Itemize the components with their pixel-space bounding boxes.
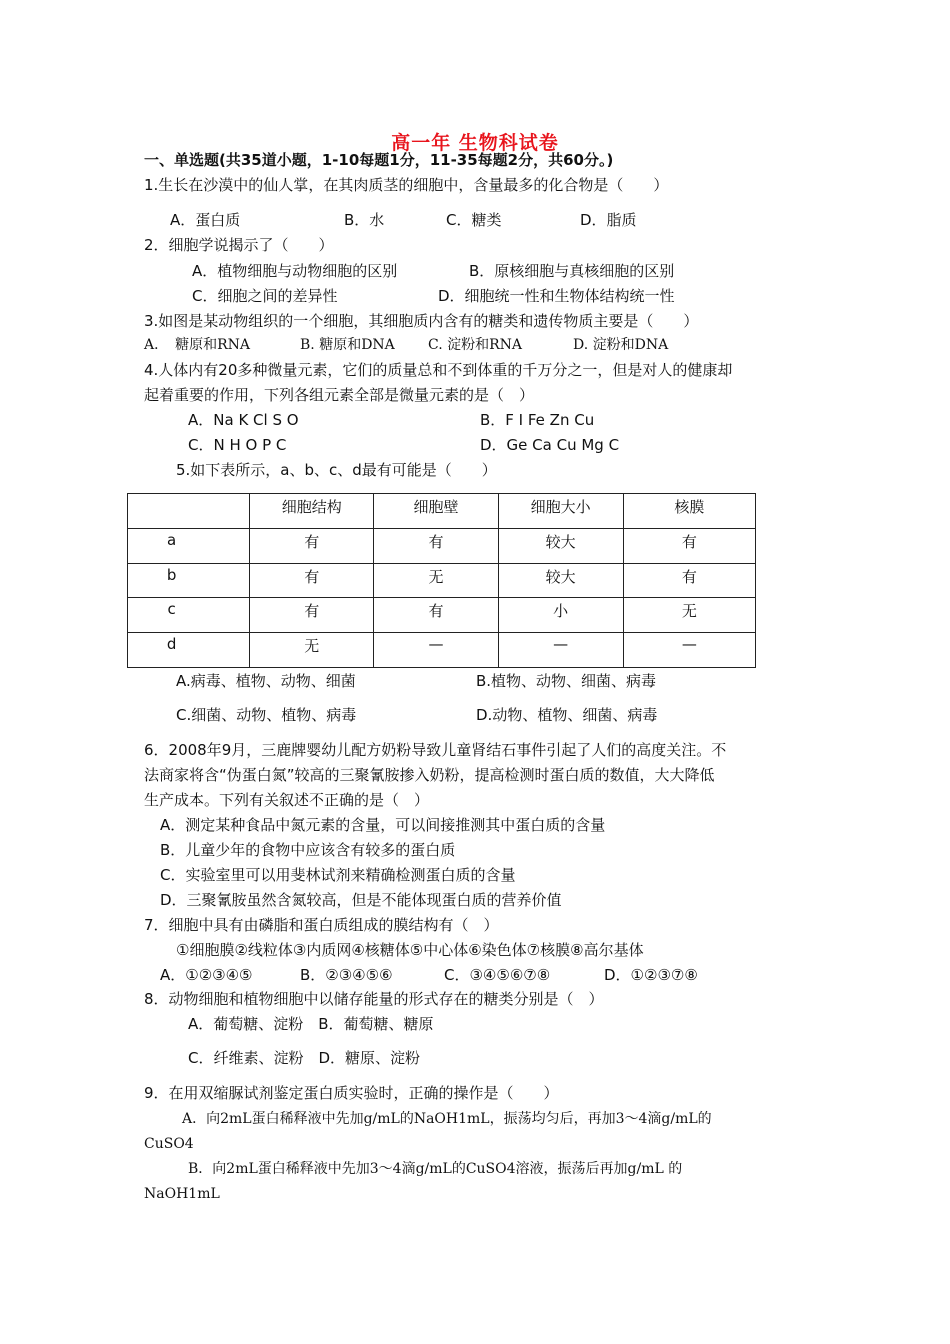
q1-option-d: D．脂质 [580,211,637,229]
table-cell: — [374,633,498,668]
q5-option-a: A.病毒、植物、动物、细菌 [176,672,356,690]
table-header-cell [128,494,250,529]
question-6-stem-line2: 法商家将含“伪蛋白氮”较高的三聚氰胺掺入奶粉，提高检测时蛋白质的数值，大大降低 [144,766,715,784]
question-4-stem-line2: 起着重要的作用，下列各组元素全部是微量元素的是（ ） [144,386,535,404]
q1-option-c: C．糖类 [446,211,502,229]
section-heading: 一、单选题(共35道小题，1-10每题1分，11-35每题2分，共60分。) [144,151,614,169]
question-3-stem: 3.如图是某动物组织的一个细胞，其细胞质内含有的糖类和遗传物质主要是（ ） [144,312,699,330]
q2-option-b: B．原核细胞与真核细胞的区别 [469,262,675,280]
q7-option-b: B．②③④⑤⑥ [300,966,393,984]
q1-option-a: A．蛋白质 [170,211,241,229]
table-cell: — [498,633,623,668]
q3-option-d: D. 淀粉和DNA [573,337,669,353]
q4-option-d: D．Ge Ca Cu Mg C [480,436,620,454]
question-8-stem: 8．动物细胞和植物细胞中以储存能量的形式存在的糖类分别是（ ） [144,990,604,1008]
table-header-row [128,494,756,529]
q8-options-cd: C．纤维素、淀粉 D．糖原、淀粉 [188,1049,421,1067]
q6-option-b: B．儿童少年的食物中应该含有较多的蛋白质 [160,841,456,859]
table-header-cell: 细胞结构 [250,494,374,529]
q2-option-a: A．植物细胞与动物细胞的区别 [192,262,398,280]
q6-option-c: C．实验室里可以用斐林试剂来精确检测蛋白质的含量 [160,866,516,884]
question-1-stem: 1.生长在沙漠中的仙人掌，在其肉质茎的细胞中，含量最多的化合物是（ ） [144,176,669,194]
q4-option-a: A．Na K Cl S O [188,411,299,429]
q7-option-d: D．①②③⑦⑧ [604,966,698,984]
table-cell: — [623,633,755,668]
table-cell: 较大 [498,528,623,563]
q6-option-a: A．测定某种食品中氮元素的含量，可以间接推测其中蛋白质的含量 [160,816,606,834]
table-cell: 无 [250,633,374,668]
q9-option-a-line2: CuSO4 [144,1136,194,1152]
q2-option-c: C．细胞之间的差异性 [192,287,338,305]
table-cell: 有 [374,598,498,633]
q5-table [127,493,756,668]
table-header-cell: 细胞壁 [374,494,498,529]
q2-option-d: D．细胞统一性和生物体结构统一性 [438,287,675,305]
table-cell: a [128,528,250,563]
q1-option-b: B．水 [344,211,385,229]
question-6-stem-line3: 生产成本。下列有关叙述不正确的是（ ） [144,791,430,809]
question-2-stem: 2．细胞学说揭示了（ ） [144,236,334,254]
table-cell: 无 [623,598,755,633]
question-7-stem: 7．细胞中具有由磷脂和蛋白质组成的膜结构有（ ） [144,916,499,934]
table-cell: 有 [623,528,755,563]
q9-option-b-line1: B．向2mL蛋白稀释液中先加3～4滴g/mL的CuSO4溶液，振荡后再加g/mL 的 [188,1161,683,1177]
table-header-cell: 细胞大小 [498,494,623,529]
q8-options-ab: A．葡萄糖、淀粉 B．葡萄糖、糖原 [188,1015,434,1033]
table-cell: 有 [250,563,374,598]
q7-structure-list: ①细胞膜②线粒体③内质网④核糖体⑤中心体⑥染色体⑦核膜⑧高尔基体 [176,941,644,959]
page-title: 高一年 生物科试卷 [391,132,559,154]
q6-option-d: D．三聚氰胺虽然含氮较高，但是不能体现蛋白质的营养价值 [160,891,562,909]
q3-option-c: C. 淀粉和RNA [428,337,523,353]
q4-option-c: C．N H O P C [188,436,287,454]
table-row [128,598,756,633]
table-cell: 小 [498,598,623,633]
table-cell: 有 [374,528,498,563]
q5-option-b: B.植物、动物、细菌、病毒 [476,672,657,690]
table-cell: 有 [250,598,374,633]
table-cell: d [128,633,250,668]
table-cell: 有 [250,528,374,563]
table-row [128,528,756,563]
q7-option-c: C．③④⑤⑥⑦⑧ [444,966,551,984]
question-6-stem-line1: 6．2008年9月，三鹿牌婴幼儿配方奶粉导致儿童肾结石事件引起了人们的高度关注。不 [144,741,727,759]
table-cell: c [128,598,250,633]
table-row [128,563,756,598]
table-cell: 较大 [498,563,623,598]
q3-option-a: A． 糖原和RNA [144,337,251,353]
q5-option-c: C.细菌、动物、植物、病毒 [176,706,357,724]
table-header-cell: 核膜 [623,494,755,529]
q3-option-b: B. 糖原和DNA [300,337,395,353]
q9-option-a-line1: A．向2mL蛋白稀释液中先加g/mL的NaOH1mL，振荡均匀后，再加3～4滴g/mL的 [182,1111,712,1127]
q9-option-b-line2: NaOH1mL [144,1186,220,1202]
table-row [128,633,756,668]
q5-option-d: D.动物、植物、细菌、病毒 [476,706,658,724]
q7-option-a: A．①②③④⑤ [160,966,253,984]
q4-option-b: B．F I Fe Zn Cu [480,411,595,429]
table-cell: 有 [623,563,755,598]
table-cell: 无 [374,563,498,598]
table-cell: b [128,563,250,598]
question-9-stem: 9．在用双缩脲试剂鉴定蛋白质实验时，正确的操作是（ ） [144,1084,559,1102]
question-5-stem: 5.如下表所示，a、b、c、d最有可能是（ ） [176,461,497,479]
question-4-stem-line1: 4.人体内有20多种微量元素，它们的质量总和不到体重的千万分之一，但是对人的健康却 [144,361,733,379]
